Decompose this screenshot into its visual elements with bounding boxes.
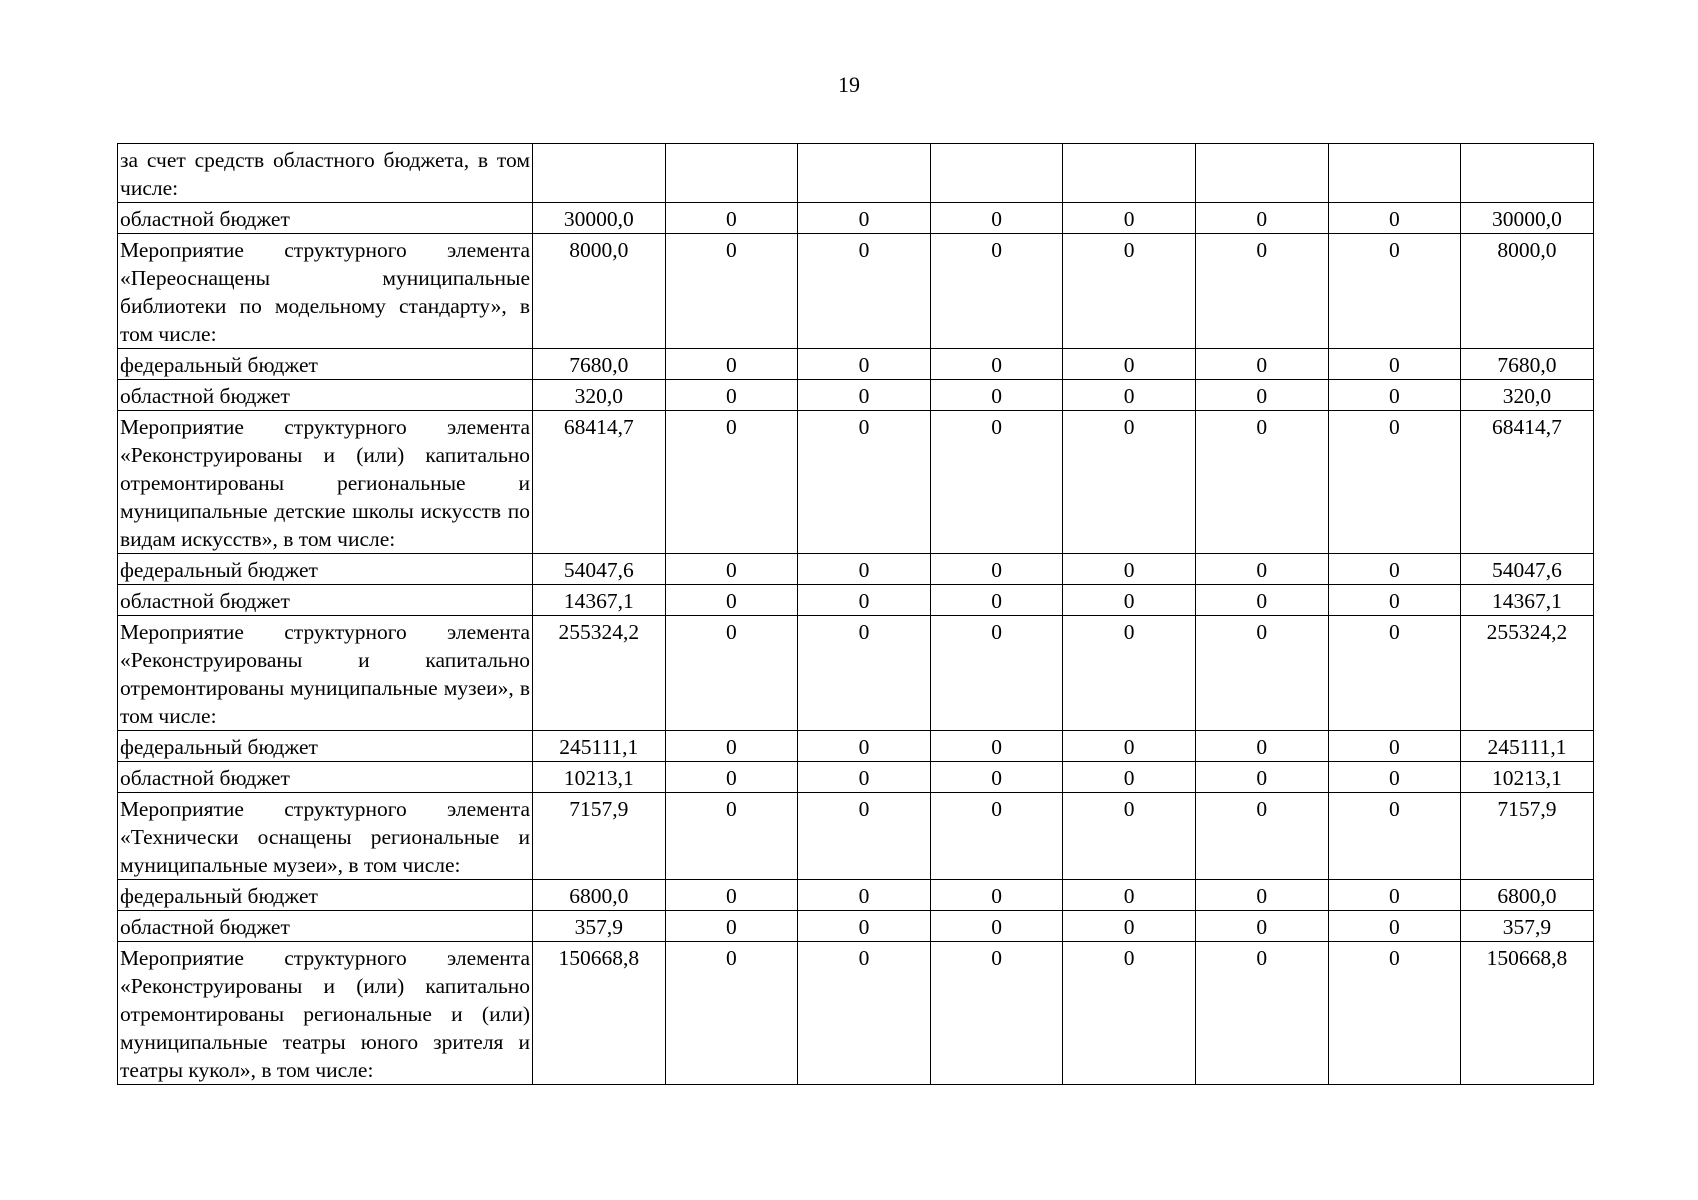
value-cell: 0	[930, 616, 1063, 731]
value-cell: 357,9	[1461, 911, 1594, 942]
value-cell: 0	[798, 411, 931, 554]
value-cell: 0	[1195, 762, 1328, 793]
value-cell: 0	[798, 349, 931, 380]
row-label-cell: Мероприятие структурного элемента «Технически оснащены региональные и муниципальные музеи», в том числе:	[118, 793, 533, 880]
value-cell: 0	[665, 793, 798, 880]
value-cell: 0	[665, 880, 798, 911]
row-label-cell: областной бюджет	[118, 762, 533, 793]
value-cell: 0	[1195, 585, 1328, 616]
row-label-cell: областной бюджет	[118, 585, 533, 616]
value-cell	[533, 144, 666, 203]
value-cell: 0	[930, 942, 1063, 1085]
table-row	[118, 234, 1594, 349]
value-cell: 150668,8	[533, 942, 666, 1085]
value-cell: 0	[665, 616, 798, 731]
value-cell: 0	[798, 585, 931, 616]
value-cell: 0	[665, 349, 798, 380]
value-cell: 6800,0	[533, 880, 666, 911]
value-cell: 0	[1063, 203, 1196, 234]
table-row	[118, 880, 1594, 911]
value-cell: 0	[930, 793, 1063, 880]
value-cell: 0	[1195, 880, 1328, 911]
value-cell: 150668,8	[1461, 942, 1594, 1085]
table-row	[118, 585, 1594, 616]
value-cell: 0	[1195, 793, 1328, 880]
value-cell: 0	[1063, 380, 1196, 411]
value-cell	[930, 144, 1063, 203]
row-label-cell: областной бюджет	[118, 203, 533, 234]
value-cell: 0	[1328, 731, 1461, 762]
value-cell: 0	[665, 762, 798, 793]
value-cell: 10213,1	[533, 762, 666, 793]
value-cell	[1328, 144, 1461, 203]
value-cell: 0	[665, 203, 798, 234]
row-label-cell: федеральный бюджет	[118, 554, 533, 585]
value-cell: 357,9	[533, 911, 666, 942]
value-cell: 0	[1328, 203, 1461, 234]
page-number: 19	[838, 72, 860, 97]
value-cell: 7157,9	[1461, 793, 1594, 880]
row-label-cell: федеральный бюджет	[118, 349, 533, 380]
value-cell: 0	[1063, 731, 1196, 762]
value-cell: 10213,1	[1461, 762, 1594, 793]
value-cell: 0	[930, 880, 1063, 911]
row-label-cell: федеральный бюджет	[118, 880, 533, 911]
value-cell: 0	[1195, 349, 1328, 380]
value-cell: 0	[798, 731, 931, 762]
value-cell: 0	[1328, 349, 1461, 380]
value-cell: 0	[798, 762, 931, 793]
value-cell: 245111,1	[1461, 731, 1594, 762]
value-cell: 0	[1328, 793, 1461, 880]
value-cell: 0	[1063, 880, 1196, 911]
value-cell: 0	[1195, 731, 1328, 762]
value-cell: 0	[1063, 942, 1196, 1085]
value-cell: 0	[665, 380, 798, 411]
value-cell: 0	[665, 411, 798, 554]
value-cell: 14367,1	[533, 585, 666, 616]
value-cell: 0	[798, 234, 931, 349]
value-cell: 0	[665, 554, 798, 585]
value-cell: 6800,0	[1461, 880, 1594, 911]
value-cell: 0	[798, 554, 931, 585]
value-cell: 0	[665, 731, 798, 762]
row-label-cell: Мероприятие структурного элемента «Реконструированы и (или) капитально отремонтированы региональные и муниципальные детские школы искусств по видам искусств», в том числе:	[118, 411, 533, 554]
value-cell: 0	[1195, 942, 1328, 1085]
value-cell: 8000,0	[1461, 234, 1594, 349]
value-cell	[1063, 144, 1196, 203]
value-cell: 0	[1063, 793, 1196, 880]
value-cell: 0	[798, 380, 931, 411]
value-cell: 30000,0	[1461, 203, 1594, 234]
value-cell: 0	[930, 234, 1063, 349]
value-cell: 320,0	[1461, 380, 1594, 411]
value-cell: 14367,1	[1461, 585, 1594, 616]
value-cell: 0	[930, 762, 1063, 793]
row-label-cell: федеральный бюджет	[118, 731, 533, 762]
value-cell: 0	[1063, 616, 1196, 731]
row-label-cell: Мероприятие структурного элемента «Переоснащены муниципальные библиотеки по модельному стандарту», в том числе:	[118, 234, 533, 349]
value-cell: 0	[1328, 616, 1461, 731]
table-row	[118, 203, 1594, 234]
value-cell: 0	[798, 203, 931, 234]
value-cell: 68414,7	[1461, 411, 1594, 554]
value-cell: 0	[665, 585, 798, 616]
value-cell: 7157,9	[533, 793, 666, 880]
value-cell: 0	[1328, 554, 1461, 585]
value-cell: 0	[1195, 234, 1328, 349]
value-cell: 0	[1328, 942, 1461, 1085]
value-cell: 0	[930, 731, 1063, 762]
table-row	[118, 911, 1594, 942]
row-label-cell: областной бюджет	[118, 380, 533, 411]
value-cell: 7680,0	[1461, 349, 1594, 380]
table-row	[118, 554, 1594, 585]
value-cell: 255324,2	[533, 616, 666, 731]
row-label-cell: Мероприятие структурного элемента «Реконструированы и капитально отремонтированы муниципальные музеи», в том числе:	[118, 616, 533, 731]
value-cell: 0	[1063, 349, 1196, 380]
value-cell: 54047,6	[1461, 554, 1594, 585]
value-cell: 7680,0	[533, 349, 666, 380]
value-cell: 0	[1063, 762, 1196, 793]
value-cell: 0	[1328, 762, 1461, 793]
value-cell: 0	[1195, 411, 1328, 554]
table-row	[118, 762, 1594, 793]
value-cell: 0	[1063, 554, 1196, 585]
value-cell: 0	[1195, 203, 1328, 234]
value-cell: 0	[930, 911, 1063, 942]
budget-table	[117, 143, 1594, 1085]
value-cell: 0	[1063, 234, 1196, 349]
value-cell: 0	[1195, 616, 1328, 731]
value-cell	[1461, 144, 1594, 203]
value-cell: 0	[930, 203, 1063, 234]
value-cell: 0	[1195, 554, 1328, 585]
value-cell: 0	[798, 942, 931, 1085]
value-cell: 0	[930, 554, 1063, 585]
value-cell: 0	[1195, 911, 1328, 942]
table-row	[118, 731, 1594, 762]
value-cell: 0	[1328, 880, 1461, 911]
value-cell: 0	[930, 411, 1063, 554]
value-cell: 30000,0	[533, 203, 666, 234]
table-row	[118, 144, 1594, 203]
value-cell: 0	[930, 349, 1063, 380]
table-row	[118, 616, 1594, 731]
row-label-cell: Мероприятие структурного элемента «Реконструированы и (или) капитально отремонтированы региональные и (или) муниципальные театры юного зрителя и театры кукол», в том числе:	[118, 942, 533, 1085]
value-cell: 0	[798, 793, 931, 880]
value-cell: 54047,6	[533, 554, 666, 585]
value-cell	[1195, 144, 1328, 203]
table-row	[118, 349, 1594, 380]
row-label-cell: областной бюджет	[118, 911, 533, 942]
value-cell: 320,0	[533, 380, 666, 411]
table-row	[118, 380, 1594, 411]
value-cell: 0	[665, 942, 798, 1085]
value-cell: 245111,1	[533, 731, 666, 762]
value-cell: 0	[1328, 380, 1461, 411]
value-cell: 0	[1195, 380, 1328, 411]
value-cell: 8000,0	[533, 234, 666, 349]
value-cell: 0	[798, 880, 931, 911]
value-cell	[798, 144, 931, 203]
value-cell: 0	[930, 585, 1063, 616]
row-label-cell: за счет средств областного бюджета, в том числе:	[118, 144, 533, 203]
value-cell: 68414,7	[533, 411, 666, 554]
value-cell: 0	[1063, 585, 1196, 616]
table-row	[118, 411, 1594, 554]
table-row	[118, 942, 1594, 1085]
budget-table-body	[118, 144, 1594, 1085]
value-cell: 0	[1063, 411, 1196, 554]
value-cell: 0	[1328, 585, 1461, 616]
value-cell: 0	[665, 911, 798, 942]
value-cell: 255324,2	[1461, 616, 1594, 731]
value-cell: 0	[1328, 911, 1461, 942]
value-cell: 0	[1328, 411, 1461, 554]
value-cell: 0	[665, 234, 798, 349]
value-cell: 0	[930, 380, 1063, 411]
table-row	[118, 793, 1594, 880]
value-cell: 0	[798, 616, 931, 731]
value-cell: 0	[798, 911, 931, 942]
value-cell: 0	[1063, 911, 1196, 942]
value-cell: 0	[1328, 234, 1461, 349]
value-cell	[665, 144, 798, 203]
